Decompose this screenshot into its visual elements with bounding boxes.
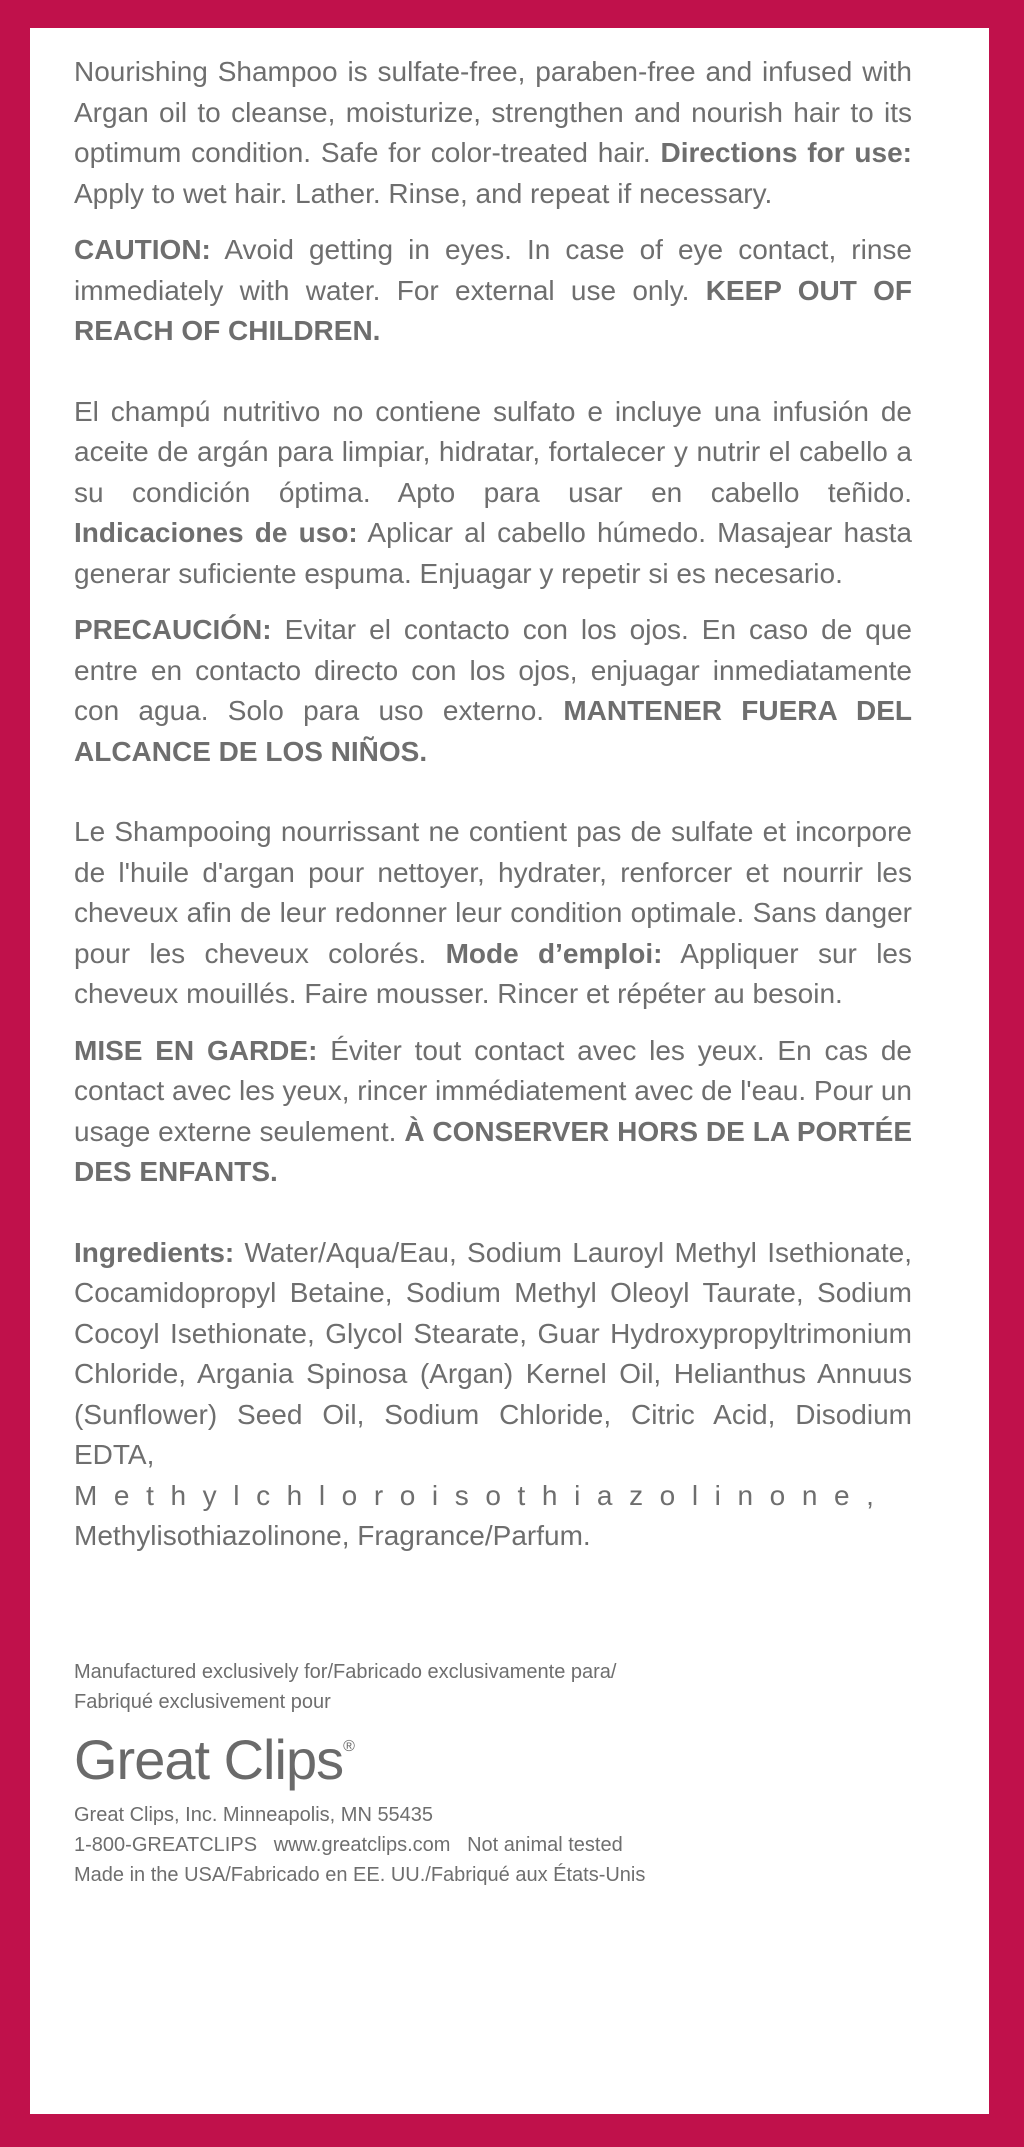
french-description <box>74 812 912 1015</box>
ingredients-list <box>74 1233 912 1557</box>
spanish-intro: El champú nutritivo no contiene sulfato e incluye una infusión de aceite de argán para limpiar, hidratar, fortalecer y nutrir el cabello a su condición óptima. Apto para usar en cabello teñido. <box>74 395 912 508</box>
manufactured-line-1: Manufactured exclusively for/Fabricado exclusivamente para/ <box>74 1660 617 1683</box>
french-caution <box>74 1031 912 1193</box>
label-content <box>74 52 912 1890</box>
spanish-description <box>74 392 912 595</box>
made-in-line: Made in the USA/Fabricado en EE. UU./Fabriqué aux États-Unis <box>74 1863 646 1886</box>
french-caution-label: MISE EN GARDE: <box>74 1034 318 1066</box>
english-description <box>74 52 912 214</box>
spanish-directions: Aplicar al cabello húmedo. Masajear hasta generar suficiente espuma. Enjuagar y repetir si es necesario. <box>74 517 913 589</box>
logo-text: Great Clips <box>74 1727 344 1791</box>
english-caution <box>74 230 912 352</box>
english-directions: Apply to wet hair. Lather. Rinse, and repeat if necessary. <box>74 177 773 209</box>
spanish-keep-out: MANTENER FUERA DEL ALCANCE DE LOS NIÑOS. <box>74 695 913 767</box>
english-keep-out: KEEP OUT OF REACH OF CHILDREN. <box>74 274 913 346</box>
spanish-directions-label: Indicaciones de uso: <box>74 517 358 548</box>
ingredients-part-2: Methylchloroisothiazolinone, <box>74 1479 891 1511</box>
great-clips-logo <box>74 1717 912 1790</box>
french-directions: Appliquer sur les cheveux mouillés. Faire mousser. Rincer et répéter au besoin. <box>74 937 912 1009</box>
english-caution-label: CAUTION: <box>74 234 211 265</box>
french-directions-label: Mode d’emploi: <box>445 937 663 969</box>
french-keep-out: À CONSERVER HORS DE LA PORTÉE DES ENFANTS. <box>74 1115 913 1187</box>
ingredients-part-1: Water/Aqua/Eau, Sodium Lauroyl Methyl Isethionate, Cocamidopropyl Betaine, Sodium Methyl Oleoyl Taurate, Sodium Cocoyl Isethionate, Glycol Stearate, Guar Hydroxypropyltrimonium Chloride, Argania Spinosa (Argan) Kernel Oil, Helianthus Annuus (Sunflower) Seed Oil, Sodium Chloride, Citric Acid, Disodium EDTA, <box>74 1236 912 1470</box>
ingredients-label: Ingredients: <box>74 1236 235 1268</box>
spanish-caution <box>74 610 912 772</box>
french-intro: Le Shampooing nourrissant ne contient pas de sulfate et incorpore de l'huile d'argan pour nettoyer, hydrater, renforcer et nourrir les cheveux afin de leur redonner leur condition optimale. Sans danger pour les cheveux colorés. <box>74 816 912 969</box>
ingredients-part-3: Methylisothiazolinone, Fragrance/Parfum. <box>74 1520 591 1551</box>
english-directions-label: Directions for use: <box>660 137 912 168</box>
registered-mark: ® <box>343 1737 355 1755</box>
french-caution-text: Éviter tout contact avec les yeux. En cas de contact avec les yeux, rincer immédiatement avec de l'eau. Pour un usage externe seulement. <box>74 1034 913 1147</box>
spanish-caution-label: PRECAUCIÓN: <box>74 614 272 645</box>
spanish-caution-text: Evitar el contacto con los ojos. En caso de que entre en contacto directo con los ojos, enjuagar inmediatamente con agua. Solo para uso externo. <box>74 614 913 726</box>
company-contact: 1-800-GREATCLIPS www.greatclips.com Not animal tested <box>74 1833 623 1856</box>
company-address: Great Clips, Inc. Minneapolis, MN 55435 <box>74 1803 434 1826</box>
english-intro: Nourishing Shampoo is sulfate-free, paraben-free and infused with Argan oil to cleanse, moisturize, strengthen and nourish hair to its optimum condition. Safe for color-treated hair. <box>74 56 912 168</box>
english-caution-text: Avoid getting in eyes. In case of eye contact, rinse immediately with water. For external use only. <box>74 234 912 306</box>
manufactured-line-2: Fabriqué exclusivement pour <box>74 1690 331 1713</box>
